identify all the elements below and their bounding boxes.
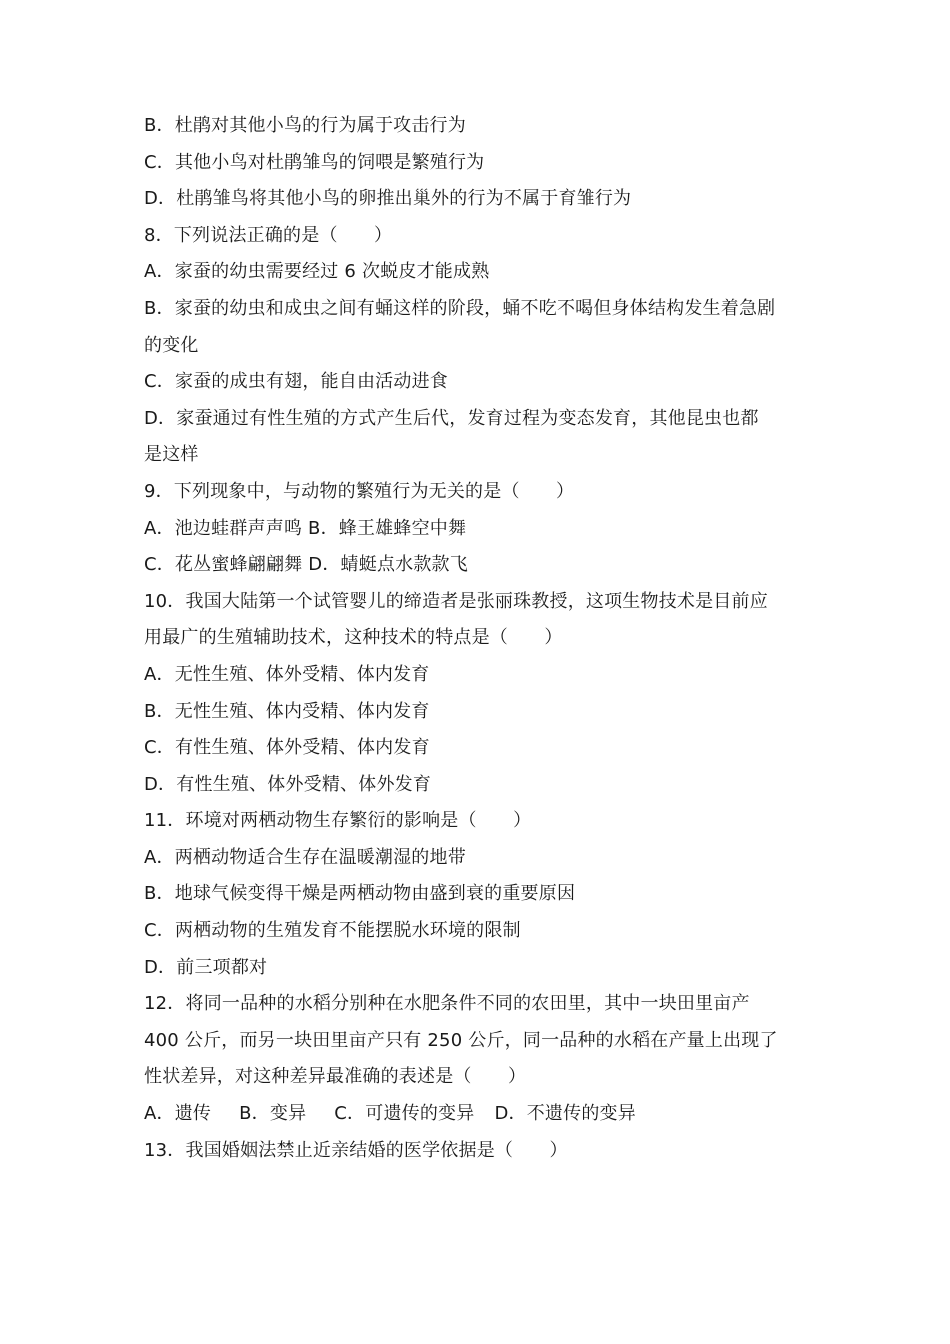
q9-options-cd: C．花丛蜜蜂翩翩舞 D．蜻蜓点水款款飞 bbox=[144, 554, 468, 576]
q8-option-d-line2: 是这样 bbox=[144, 444, 199, 466]
question-list bbox=[144, 108, 814, 1169]
q8-stem: 8．下列说法正确的是（ ） bbox=[144, 224, 393, 246]
q9-stem: 9．下列现象中，与动物的繁殖行为无关的是（ ） bbox=[144, 480, 575, 502]
q12-option-a: A．遗传 bbox=[144, 1103, 212, 1125]
q8-option-b-line1: B．家蚕的幼虫和成虫之间有蛹这样的阶段，蛹不吃不喝但身体结构发生着急剧 bbox=[144, 297, 776, 319]
q8-option-c: C．家蚕的成虫有翅，能自由活动进食 bbox=[144, 371, 448, 393]
q11-option-c: C．两栖动物的生殖发育不能摆脱水环境的限制 bbox=[144, 920, 521, 942]
q12-stem-line3: 性状差异，对这种差异最准确的表述是（ ） bbox=[144, 1066, 527, 1088]
q12-stem-line2: 400 公斤，而另一块田里亩产只有 250 公斤，同一品种的水稻在产量上出现了 bbox=[144, 1029, 778, 1051]
q7-option-c: C．其他小鸟对杜鹃雏鸟的饲喂是繁殖行为 bbox=[144, 151, 485, 173]
q8-option-a: A．家蚕的幼虫需要经过 6 次蜕皮才能成熟 bbox=[144, 261, 490, 283]
q8-option-b-line2: 的变化 bbox=[144, 334, 199, 356]
q11-option-d: D．前三项都对 bbox=[144, 956, 268, 978]
q10-option-c: C．有性生殖、体外受精、体内发育 bbox=[144, 737, 430, 759]
q12-stem-line1: 12．将同一品种的水稻分别种在水肥条件不同的农田里，其中一块田里亩产 bbox=[144, 993, 750, 1015]
q8-option-d-line1: D．家蚕通过有性生殖的方式产生后代，发育过程为变态发育，其他昆虫也都 bbox=[144, 407, 759, 429]
q11-option-b: B．地球气候变得干燥是两栖动物由盛到衰的重要原因 bbox=[144, 883, 576, 905]
q10-option-a: A．无性生殖、体外受精、体内发育 bbox=[144, 663, 430, 685]
q12-options bbox=[144, 1096, 814, 1133]
q12-option-d: D．不遗传的变异 bbox=[494, 1103, 636, 1125]
q10-stem-line1: 10．我国大陆第一个试管婴儿的缔造者是张丽珠教授，这项生物技术是目前应 bbox=[144, 590, 768, 612]
q10-option-b: B．无性生殖、体内受精、体内发育 bbox=[144, 700, 430, 722]
q13-stem: 13．我国婚姻法禁止近亲结婚的医学依据是（ ） bbox=[144, 1139, 568, 1161]
q9-options-ab: A．池边蛙群声声鸣 B．蜂王雄蜂空中舞 bbox=[144, 517, 467, 539]
q7-option-b: B．杜鹃对其他小鸟的行为属于攻击行为 bbox=[144, 115, 466, 136]
q11-stem: 11．环境对两栖动物生存繁衍的影响是（ ） bbox=[144, 810, 532, 832]
q12-option-b: B．变异 bbox=[239, 1103, 307, 1125]
q10-option-d: D．有性生殖、体外受精、体外发育 bbox=[144, 773, 432, 795]
q7-option-d: D．杜鹃雏鸟将其他小鸟的卵推出巢外的行为不属于育雏行为 bbox=[144, 188, 632, 210]
q10-stem-line2: 用最广的生殖辅助技术，这种技术的特点是（ ） bbox=[144, 627, 563, 649]
q12-option-c: C．可遗传的变异 bbox=[334, 1103, 475, 1125]
q11-option-a: A．两栖动物适合生存在温暖潮湿的地带 bbox=[144, 846, 466, 868]
